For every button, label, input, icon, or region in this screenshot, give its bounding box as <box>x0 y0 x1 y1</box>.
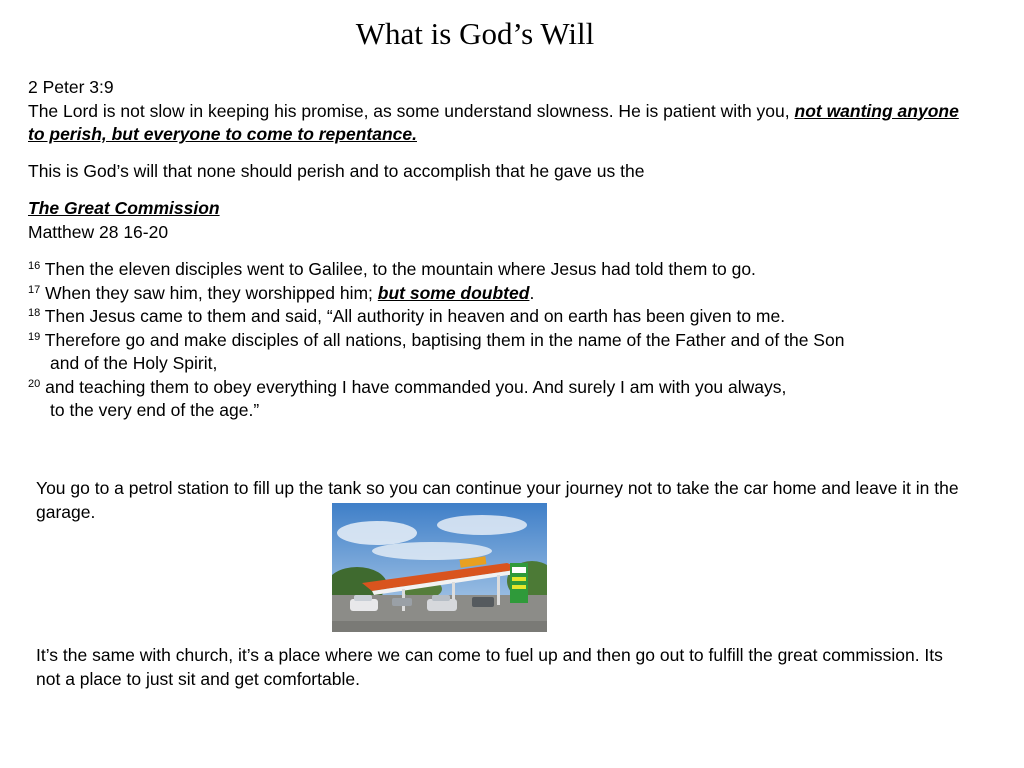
verse-text-end: . <box>529 282 535 303</box>
verse-text: Therefore go and make disciples of all nations, baptising them in the name of the Father and of the Son <box>44 329 845 350</box>
verse-number: 17 <box>28 283 41 296</box>
verse-number: 16 <box>28 260 41 272</box>
verse-17 <box>28 282 968 306</box>
commission-reference: Matthew 28 16-20 <box>28 221 169 242</box>
peter-passage <box>28 76 968 147</box>
verse-18 <box>28 305 968 329</box>
verse-text: When they saw him, they worshipped him; <box>45 282 378 303</box>
gods-will-statement: This is God’s will that none should perish and to accomplish that he gave us the <box>28 161 645 181</box>
matthew-verses <box>28 258 968 423</box>
verse-20 <box>28 376 968 400</box>
verse-19-continued: and of the Holy Spirit, <box>50 353 218 373</box>
slide-title: What is God’s Will <box>355 16 595 51</box>
commission-heading: The Great Commission <box>28 198 220 218</box>
church-paragraph: It’s the same with church, it’s a place where we can come to fuel up and then go out to fulfill the great commission. Its not a place to just sit and get comfortable. <box>36 645 943 689</box>
passage-text <box>28 100 968 147</box>
petrol-station-photo <box>332 503 547 632</box>
great-commission-header <box>28 197 968 244</box>
verse-16 <box>28 258 968 282</box>
verse-19 <box>28 329 968 353</box>
verse-number: 19 <box>28 330 41 343</box>
passage-text-emphasis: not wanting anyone to perish, but everyone to come to repentance. <box>28 100 959 144</box>
verse-number: 20 <box>28 377 41 390</box>
verse-text: and teaching them to obey everything I have commanded you. And surely I am with you always, <box>45 376 787 397</box>
passage-text-plain: The Lord is not slow in keeping his promise, as some understand slowness. He is patient with you, <box>28 100 795 121</box>
verse-text: Then Jesus came to them and said, “All authority in heaven and on earth has been given to me. <box>44 306 786 326</box>
verse-emphasis: but some doubted <box>377 282 530 303</box>
verse-20-continued: to the very end of the age.” <box>50 400 260 420</box>
verse-number: 18 <box>28 307 41 319</box>
petrol-paragraph: You go to a petrol station to fill up the tank so you can continue your journey not to take the car home and leave it in the garage. <box>36 478 959 522</box>
verse-text: Then the eleven disciples went to Galilee, to the mountain where Jesus had told them to go. <box>44 259 756 279</box>
passage-reference: 2 Peter 3:9 <box>28 77 114 97</box>
